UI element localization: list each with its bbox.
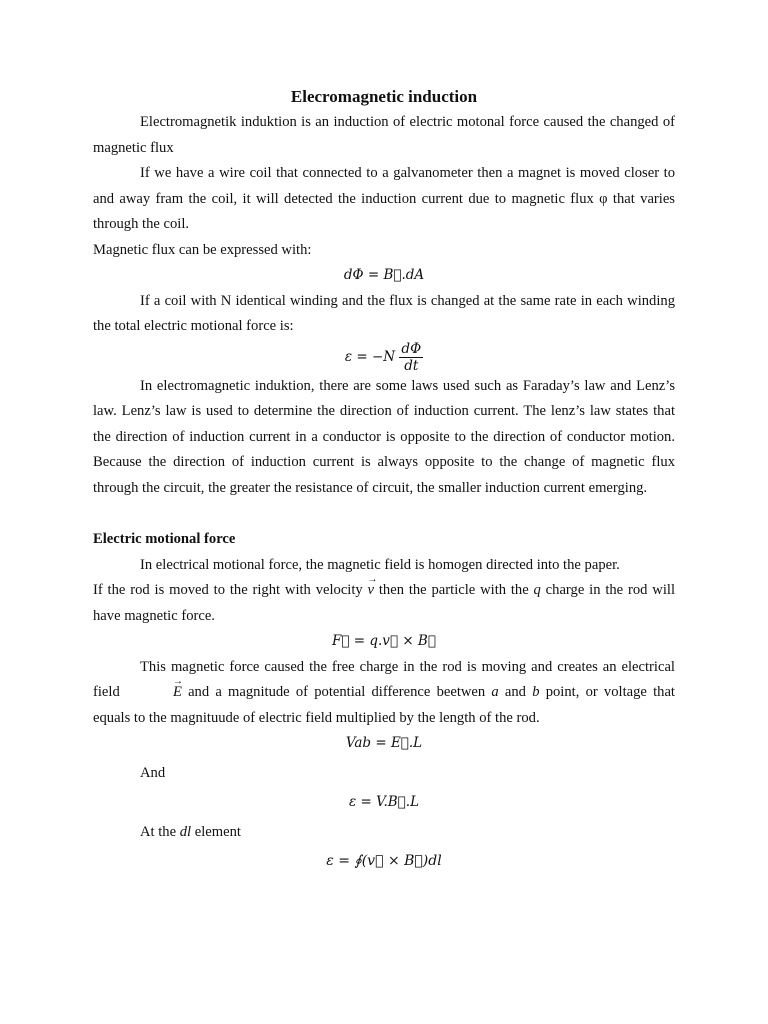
document-page <box>93 84 675 875</box>
point-b-symbol: b <box>532 684 540 700</box>
equation-voltage: Vab = E⃗.L <box>345 735 423 751</box>
text-span: This magnetic force caused the free charge in the rod is moving and creates an electrical field <box>93 658 675 700</box>
paragraph-field <box>93 655 675 732</box>
charge-symbol: q <box>533 582 541 598</box>
and-label: And <box>140 764 166 781</box>
text-span: then the particle with the <box>374 582 534 598</box>
text-span: At the <box>140 823 180 840</box>
paragraph-coil: If we have a wire coil that connected to a galvanometer then a magnet is moved closer to and away fram the coil, it will detected the induction current due to magnetic flux φ that varies through the coil. <box>93 165 675 232</box>
text-span: charge in the rod will have magnetic force. <box>93 582 675 624</box>
paragraph-winding: If a coil with N identical winding and the flux is changed at the same rate in each winding the total electric motional force is: <box>93 292 675 334</box>
text-span: and a magnitude of potential difference beetwen <box>181 684 492 700</box>
equation-force: F⃗ = q.v⃗ × B⃗ <box>332 633 436 649</box>
section-heading: Electric motional force <box>93 531 236 547</box>
text-span: If the rod is moved to the right with velocity <box>93 582 368 598</box>
text-span: point, or voltage that equals to the magnituude of electric field multiplied by the length of the rod. <box>93 684 675 726</box>
paragraph-element <box>93 820 675 846</box>
equation-flux: dΦ = B⃗.dA <box>343 267 425 283</box>
equation-emf <box>93 340 675 374</box>
paragraph-rod <box>93 578 675 629</box>
text-span: and <box>498 684 533 700</box>
field-symbol: → E <box>126 680 182 706</box>
equation-emf-numerator: dΦ <box>401 340 422 357</box>
point-a-symbol: a <box>491 684 499 700</box>
velocity-symbol: → v <box>368 578 374 604</box>
equation-emf-denominator: dt <box>404 357 419 374</box>
dl-symbol: dl <box>179 823 192 840</box>
paragraph-intro: Electromagnetik induktion is an induction of electric motonal force caused the changed of magnetic flux <box>93 114 675 156</box>
paragraph-flux-intro: Magnetic flux can be expressed with: <box>93 241 312 258</box>
paragraph-lenz: In electromagnetic induktion, there are some laws used such as Faraday’s law and Lenz’s law. Lenz’s law is used to determine the direction of induction current. The lenz’s law states that the direction of induction current in a conductor is opposite to the direction of conductor motion. Because the direction of induction current is always opposite to the change of magnetic flux through the circuit, the greater the resistance of circuit, the smaller induction current emerging. <box>93 377 675 496</box>
equation-emf-left: ε = −N <box>344 348 396 365</box>
paragraph-motional: In electrical motional force, the magnetic field is homogen directed into the paper. <box>140 556 620 573</box>
page-title: Elecromagnetic induction <box>290 87 478 106</box>
text-span: element <box>191 823 241 840</box>
equation-emf-vbl: ε = V.B⃗.L <box>348 794 420 810</box>
equation-loop-integral: ε = ∮(v⃗ × B⃗)dl <box>326 853 442 869</box>
equation-emf-fraction <box>399 341 423 374</box>
